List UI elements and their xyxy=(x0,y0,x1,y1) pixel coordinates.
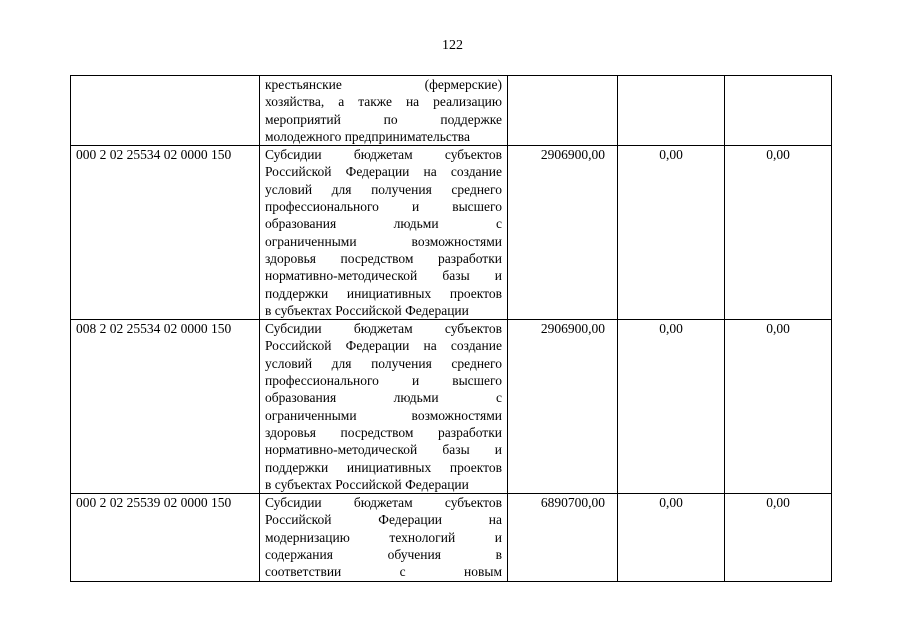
classification-code-cell: 008 2 02 25534 02 0000 150 xyxy=(71,320,260,494)
income-name-cell xyxy=(260,320,508,494)
income-name-line: соответствии с новым xyxy=(265,564,502,580)
income-name-line: поддержки инициативных проектов xyxy=(265,285,502,301)
income-name-line: профессионального и высшего xyxy=(265,199,502,215)
table-row xyxy=(71,320,832,494)
income-name-line: ограниченными возможностями xyxy=(265,233,502,249)
income-name-line: Субсидии бюджетам субъектов xyxy=(265,495,502,511)
income-name-line: содержания обучения в xyxy=(265,547,502,563)
income-name-line: молодежного предпринимательства xyxy=(265,128,470,144)
income-name-cell xyxy=(260,494,508,581)
amount-cell-2: 0,00 xyxy=(618,320,725,494)
income-name-line: хозяйства, а также на реализацию xyxy=(265,94,502,110)
income-name-line: Субсидии бюджетам субъектов xyxy=(265,321,502,337)
amount-cell-1: 2906900,00 xyxy=(508,320,618,494)
income-name-line: условий для получения среднего xyxy=(265,181,502,197)
income-name-line: крестьянские (фермерские) xyxy=(265,77,502,92)
income-name-cell xyxy=(260,76,508,146)
income-name-line: Субсидии бюджетам субъектов xyxy=(265,147,502,163)
amount-cell-3: 0,00 xyxy=(725,494,832,581)
amount-cell-1: 2906900,00 xyxy=(508,146,618,320)
amount-cell-3: 0,00 xyxy=(725,320,832,494)
income-name-line: образования людьми с xyxy=(265,390,502,406)
income-name-line: нормативно-методической базы и xyxy=(265,442,502,458)
income-name-line: в субъектах Российской Федерации xyxy=(265,302,469,318)
income-name-line: условий для получения среднего xyxy=(265,355,502,371)
classification-code-cell xyxy=(71,76,260,146)
income-name-line: нормативно-методической базы и xyxy=(265,268,502,284)
budget-table-body xyxy=(71,76,832,582)
amount-cell-1: 6890700,00 xyxy=(508,494,618,581)
income-name-line: здоровья посредством разработки xyxy=(265,250,502,266)
amount-cell-2: 0,00 xyxy=(618,494,725,581)
income-name-line: ограниченными возможностями xyxy=(265,407,502,423)
amount-cell-2 xyxy=(618,76,725,146)
income-name-line: в субъектах Российской Федерации xyxy=(265,476,469,492)
income-name-line: профессионального и высшего xyxy=(265,373,502,389)
income-name-cell xyxy=(260,146,508,320)
amount-cell-1 xyxy=(508,76,618,146)
income-name-line: мероприятий по поддержке xyxy=(265,111,502,127)
page-number: 122 xyxy=(442,38,463,53)
income-name-line: Российской Федерации на создание xyxy=(265,164,502,180)
classification-code-cell: 000 2 02 25539 02 0000 150 xyxy=(71,494,260,581)
income-name-line: поддержки инициативных проектов xyxy=(265,459,502,475)
income-name-line: образования людьми с xyxy=(265,216,502,232)
budget-table xyxy=(70,75,832,582)
income-name-line: Российской Федерации на xyxy=(265,512,502,528)
table-row xyxy=(71,146,832,320)
amount-cell-3 xyxy=(725,76,832,146)
classification-code-cell: 000 2 02 25534 02 0000 150 xyxy=(71,146,260,320)
table-row xyxy=(71,76,832,146)
amount-cell-3: 0,00 xyxy=(725,146,832,320)
amount-cell-2: 0,00 xyxy=(618,146,725,320)
income-name-line: здоровья посредством разработки xyxy=(265,424,502,440)
income-name-line: Российской Федерации на создание xyxy=(265,338,502,354)
income-name-line: модернизацию технологий и xyxy=(265,529,502,545)
table-row xyxy=(71,494,832,581)
